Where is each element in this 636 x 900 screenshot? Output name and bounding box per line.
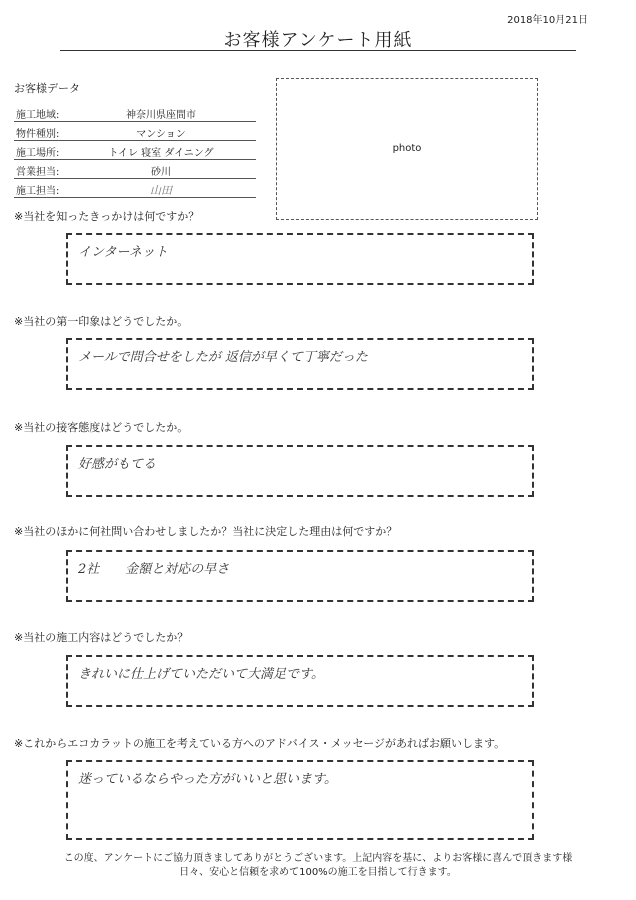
row-label: 施工場所: bbox=[16, 148, 60, 159]
question-6: ※これからエコカラットの施工を考えている方へのアドバイス・メッセージがあればお願いします。 bbox=[14, 737, 506, 750]
footer-line-1: この度、アンケートにご協力頂きましてありがとうございます。上記内容を基に、よりお客様に喜んで頂きます様 bbox=[63, 853, 573, 864]
question-4: ※当社のほかに何社問い合わせしましたか？当社に決定した理由は何ですか？ bbox=[14, 525, 398, 538]
row-value: 神奈川県座間市 bbox=[126, 110, 196, 121]
customer-data-heading: お客様データ bbox=[14, 82, 80, 95]
customer-row-installer bbox=[14, 180, 256, 198]
answer-box-6 bbox=[66, 760, 534, 840]
row-label: 物件種別: bbox=[16, 129, 60, 140]
row-value: トイレ 寝室 ダイニング bbox=[108, 148, 214, 159]
row-value: マンション bbox=[136, 129, 186, 140]
footer-line-2: 日々、安心と信頼を求めて100%の施工を目指して行きます。 bbox=[179, 867, 457, 878]
answer-3: 好感がもてる bbox=[78, 457, 157, 472]
row-label: 施工担当: bbox=[16, 186, 60, 197]
answer-4: 2社 金額と対応の早さ bbox=[78, 562, 230, 577]
answer-box-4 bbox=[66, 550, 534, 602]
answer-1: インターネット bbox=[78, 245, 168, 260]
page-title: お客様アンケート用紙 bbox=[223, 30, 413, 51]
row-label: 営業担当: bbox=[16, 167, 60, 178]
question-3: ※当社の接客態度はどうでしたか。 bbox=[14, 421, 189, 434]
answer-box-1 bbox=[66, 233, 534, 285]
photo-label: photo bbox=[392, 143, 422, 154]
answer-box-5 bbox=[66, 655, 534, 707]
question-1: ※当社を知ったきっかけは何ですか？ bbox=[14, 210, 200, 223]
answer-2: メールで問合せをしたが 返信が早くて丁寧だった bbox=[78, 350, 368, 365]
answer-5: きれいに仕上げていただいて大満足です。 bbox=[78, 667, 324, 682]
customer-row-location bbox=[14, 142, 256, 160]
answer-box-3 bbox=[66, 445, 534, 497]
customer-row-property-type bbox=[14, 123, 256, 141]
photo-placeholder bbox=[276, 78, 538, 220]
row-value-handwritten: 山田 bbox=[150, 184, 172, 197]
question-5: ※当社の施工内容はどうでしたか？ bbox=[14, 631, 189, 644]
customer-row-sales-rep bbox=[14, 161, 256, 179]
row-label: 施工地域: bbox=[16, 110, 60, 121]
answer-6: 迷っているならやった方がいいと思います。 bbox=[78, 772, 337, 787]
row-value: 砂川 bbox=[151, 167, 171, 178]
question-2: ※当社の第一印象はどうでしたか。 bbox=[14, 315, 189, 328]
survey-date: 2018年10月21日 bbox=[507, 15, 588, 26]
title-underline bbox=[60, 50, 576, 51]
answer-box-2 bbox=[66, 338, 534, 390]
customer-row-area bbox=[14, 104, 256, 122]
